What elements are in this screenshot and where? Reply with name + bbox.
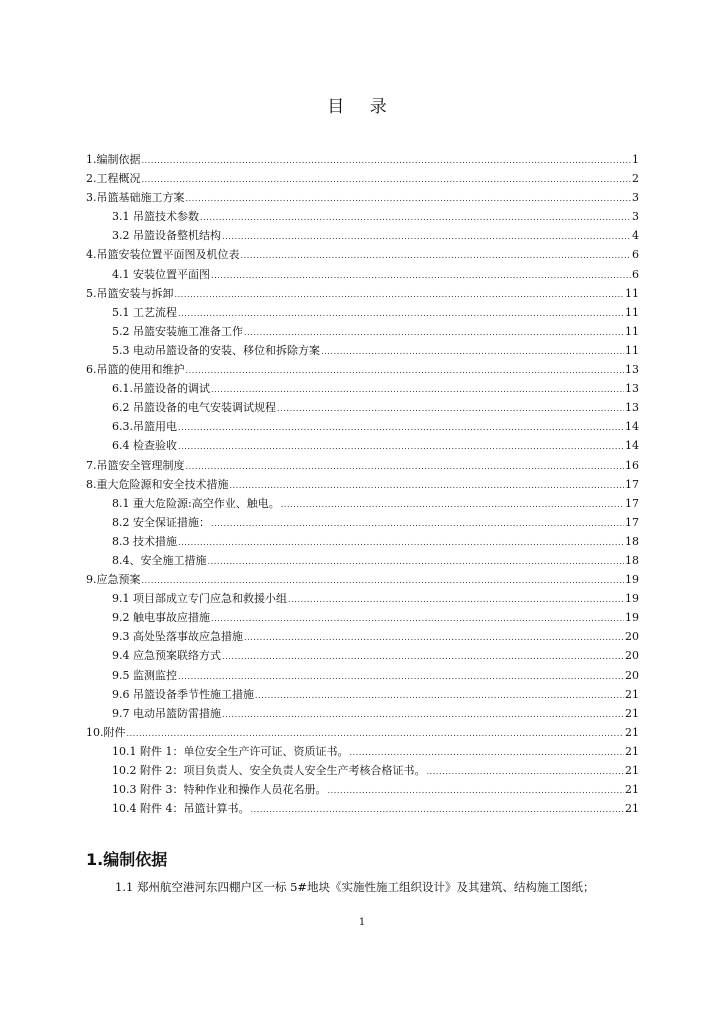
toc-entry-page: 18 bbox=[625, 553, 639, 567]
toc-entry[interactable] bbox=[86, 685, 639, 704]
toc-entry-page: 21 bbox=[625, 725, 639, 739]
toc-entry-label: 8.重大危险源和安全技术措施 bbox=[86, 477, 229, 491]
toc-entry-page: 21 bbox=[625, 706, 639, 720]
toc-entry[interactable] bbox=[86, 475, 639, 494]
toc-entry-label: 6.2 吊篮设备的电气安装调试规程 bbox=[112, 401, 276, 415]
toc-entry-label: 10.4 附件 4：吊篮计算书。 bbox=[112, 802, 250, 816]
toc-entry-page: 1 bbox=[632, 153, 639, 166]
toc-entry[interactable] bbox=[86, 666, 639, 685]
toc-dot-leader bbox=[178, 304, 624, 323]
toc-entry[interactable] bbox=[86, 150, 639, 169]
toc-entry[interactable] bbox=[86, 322, 639, 341]
toc-dot-leader bbox=[255, 686, 624, 705]
toc-entry-page: 21 bbox=[625, 783, 639, 797]
toc-entry-label: 9.应急预案 bbox=[86, 573, 141, 587]
toc-entry-page: 20 bbox=[625, 630, 639, 644]
toc-entry[interactable] bbox=[86, 169, 639, 188]
toc-entry-page: 14 bbox=[625, 439, 639, 453]
toc-entry[interactable] bbox=[86, 226, 639, 245]
toc-entry[interactable] bbox=[86, 436, 639, 455]
toc-entry-label: 5.吊篮安装与拆卸 bbox=[86, 286, 174, 300]
toc-entry-label: 10.2 附件 2：项目负责人、安全负责人安全生产考核合格证书。 bbox=[112, 764, 426, 777]
toc-entry-label: 9.2 触电事故应措施 bbox=[112, 611, 210, 625]
toc-dot-leader bbox=[127, 724, 625, 743]
toc-entry[interactable] bbox=[86, 379, 639, 398]
toc-entry-page: 17 bbox=[625, 496, 639, 510]
toc-entry[interactable] bbox=[86, 570, 639, 589]
toc-entry-page: 13 bbox=[625, 382, 639, 396]
toc-entry-label: 9.4 应急预案联络方式 bbox=[112, 649, 221, 663]
toc-entry[interactable] bbox=[86, 608, 639, 627]
toc-dot-leader bbox=[321, 342, 624, 361]
toc-entry[interactable] bbox=[86, 188, 639, 207]
toc-entry-label: 9.7 电动吊篮防雷措施 bbox=[112, 706, 221, 720]
toc-entry-label: 8.4、安全施工措施 bbox=[112, 553, 207, 567]
toc-entry-label: 10.3 附件 3：特种作业和操作人员花名册。 bbox=[112, 783, 327, 797]
toc-entry[interactable] bbox=[86, 704, 639, 723]
toc-dot-leader bbox=[208, 552, 625, 571]
toc-entry[interactable] bbox=[86, 646, 639, 665]
toc-dot-leader bbox=[211, 609, 624, 628]
toc-entry-label: 9.3 高处坠落事故应急措施 bbox=[112, 630, 243, 644]
toc-entry-page: 2 bbox=[632, 172, 639, 186]
toc-dot-leader bbox=[186, 457, 625, 476]
toc-entry[interactable] bbox=[86, 761, 639, 780]
toc-entry-label: 10.附件 bbox=[86, 725, 126, 739]
toc-dot-leader bbox=[178, 437, 624, 456]
body-paragraph: 1.1 郑州航空港河东四棚户区一标 5#地块《实施性施工组织设计》及其建筑、结构施工图纸； bbox=[115, 880, 595, 894]
toc-entry-page: 3 bbox=[632, 210, 639, 224]
toc-entry-label: 10.1 附件 1：单位安全生产许可证、资质证书。 bbox=[112, 744, 349, 758]
toc-dot-leader bbox=[211, 266, 631, 285]
section-heading: 1.编制依据 bbox=[86, 850, 168, 869]
toc-entry[interactable] bbox=[86, 284, 639, 303]
toc-entry-label: 3.2 吊篮设备整机结构 bbox=[112, 229, 221, 243]
toc-dot-leader bbox=[142, 170, 632, 189]
toc-entry-label: 6.3.吊篮用电 bbox=[112, 420, 177, 434]
toc-entry-label: 5.1 工艺流程 bbox=[112, 305, 177, 319]
toc-entry-page: 13 bbox=[625, 401, 639, 415]
toc-entry[interactable] bbox=[86, 398, 639, 417]
toc-dot-leader bbox=[288, 590, 624, 609]
toc-entry-page: 17 bbox=[625, 515, 639, 529]
toc-dot-leader bbox=[327, 781, 624, 800]
toc-entry-page: 19 bbox=[625, 611, 639, 625]
toc-dot-leader bbox=[211, 380, 624, 399]
toc-entry[interactable] bbox=[86, 780, 639, 799]
toc-entry-page: 11 bbox=[625, 343, 639, 357]
toc-entry[interactable] bbox=[86, 589, 639, 608]
toc-entry-page: 11 bbox=[625, 286, 639, 300]
toc-entry[interactable] bbox=[86, 742, 639, 761]
toc-entry-label: 9.6 吊篮设备季节性施工措施 bbox=[112, 687, 254, 701]
toc-entry-label: 8.2 安全保证措施： bbox=[112, 515, 210, 529]
toc-entry-label: 6.吊篮的使用和维护 bbox=[86, 363, 185, 377]
toc-dot-leader bbox=[178, 533, 624, 552]
toc-entry-page: 6 bbox=[632, 248, 639, 262]
toc-entry[interactable] bbox=[86, 551, 639, 570]
toc-entry-page: 18 bbox=[625, 534, 639, 548]
toc-entry[interactable] bbox=[86, 245, 639, 264]
toc-entry-page: 21 bbox=[625, 687, 639, 701]
toc-dot-leader bbox=[244, 323, 624, 342]
toc-entry[interactable] bbox=[86, 207, 639, 226]
toc-entry-label: 8.3 技术措施 bbox=[112, 534, 177, 548]
toc-dot-leader bbox=[211, 514, 624, 533]
toc-entry-page: 19 bbox=[625, 573, 639, 587]
toc-entry-page: 11 bbox=[625, 324, 639, 338]
toc-dot-leader bbox=[178, 418, 624, 437]
toc-entry-page: 13 bbox=[625, 363, 639, 377]
toc-entry-label: 5.3 电动吊篮设备的安装、移位和拆除方案 bbox=[112, 343, 320, 357]
toc-entry[interactable] bbox=[86, 627, 639, 646]
toc-entry-label: 6.1.吊篮设备的调试 bbox=[112, 382, 210, 396]
toc-entry-label: 5.2 吊篮安装施工准备工作 bbox=[112, 324, 243, 338]
toc-entry-label: 3.1 吊篮技术参数 bbox=[112, 210, 199, 224]
toc-dot-leader bbox=[281, 495, 624, 514]
toc-dot-leader bbox=[200, 208, 631, 227]
toc-entry[interactable] bbox=[86, 265, 639, 284]
toc-entry-page: 19 bbox=[625, 592, 639, 606]
toc-entry[interactable] bbox=[86, 513, 639, 532]
toc-entry-label: 8.1 重大危险源:高空作业、触电。 bbox=[112, 496, 280, 510]
toc-entry[interactable] bbox=[86, 799, 639, 818]
toc-title: 目 录 bbox=[327, 97, 397, 117]
toc-entry-label: 2.工程概况 bbox=[86, 172, 141, 186]
toc-dot-leader bbox=[142, 571, 625, 590]
toc-entry-page: 17 bbox=[625, 477, 639, 491]
toc-dot-leader bbox=[222, 705, 624, 724]
toc-entry[interactable] bbox=[86, 723, 639, 742]
toc-entry[interactable] bbox=[86, 360, 639, 379]
toc-entry-label: 9.5 监测监控 bbox=[112, 668, 177, 682]
toc-dot-leader bbox=[230, 476, 625, 495]
toc-entry-page: 16 bbox=[625, 458, 639, 472]
toc-dot-leader bbox=[186, 361, 625, 380]
toc-entry[interactable] bbox=[86, 494, 639, 513]
toc-dot-leader bbox=[250, 800, 624, 819]
toc-dot-leader bbox=[349, 743, 624, 762]
toc-entry-page: 21 bbox=[625, 744, 639, 758]
toc-entry-page: 20 bbox=[625, 649, 639, 663]
toc-dot-leader bbox=[186, 189, 632, 208]
toc-dot-leader bbox=[222, 647, 624, 666]
toc-dot-leader bbox=[426, 762, 624, 781]
toc-dot-leader bbox=[142, 151, 632, 170]
toc-entry-label: 7.吊篮安全管理制度 bbox=[86, 458, 185, 472]
toc-dot-leader bbox=[277, 399, 624, 418]
toc-entry[interactable] bbox=[86, 417, 639, 436]
table-of-contents bbox=[86, 150, 639, 818]
toc-dot-leader bbox=[178, 667, 624, 686]
toc-entry[interactable] bbox=[86, 532, 639, 551]
toc-entry-label: 9.1 项目部成立专门应急和救援小组 bbox=[112, 592, 287, 606]
toc-entry-label: 3.吊篮基础施工方案 bbox=[86, 191, 185, 205]
toc-entry-page: 6 bbox=[632, 267, 639, 281]
toc-entry-label: 4.吊篮安装位置平面图及机位表 bbox=[86, 248, 240, 262]
toc-entry-page: 20 bbox=[625, 668, 639, 682]
toc-entry-page: 11 bbox=[625, 305, 639, 319]
toc-dot-leader bbox=[244, 628, 624, 647]
toc-entry[interactable] bbox=[86, 456, 639, 475]
toc-entry-page: 21 bbox=[625, 764, 639, 777]
toc-dot-leader bbox=[241, 246, 632, 265]
toc-entry-page: 3 bbox=[632, 191, 639, 205]
toc-entry-page: 4 bbox=[632, 229, 639, 243]
toc-dot-leader bbox=[175, 285, 625, 304]
page-number: 1 bbox=[358, 917, 366, 928]
toc-entry[interactable] bbox=[86, 303, 639, 322]
toc-entry-page: 14 bbox=[625, 420, 639, 434]
toc-entry-label: 1.编制依据 bbox=[86, 153, 141, 166]
toc-entry-label: 4.1 安装位置平面图 bbox=[112, 267, 210, 281]
toc-entry[interactable] bbox=[86, 341, 639, 360]
toc-entry-label: 6.4 检查验收 bbox=[112, 439, 177, 453]
toc-entry-page: 21 bbox=[625, 802, 639, 816]
toc-dot-leader bbox=[222, 227, 631, 246]
